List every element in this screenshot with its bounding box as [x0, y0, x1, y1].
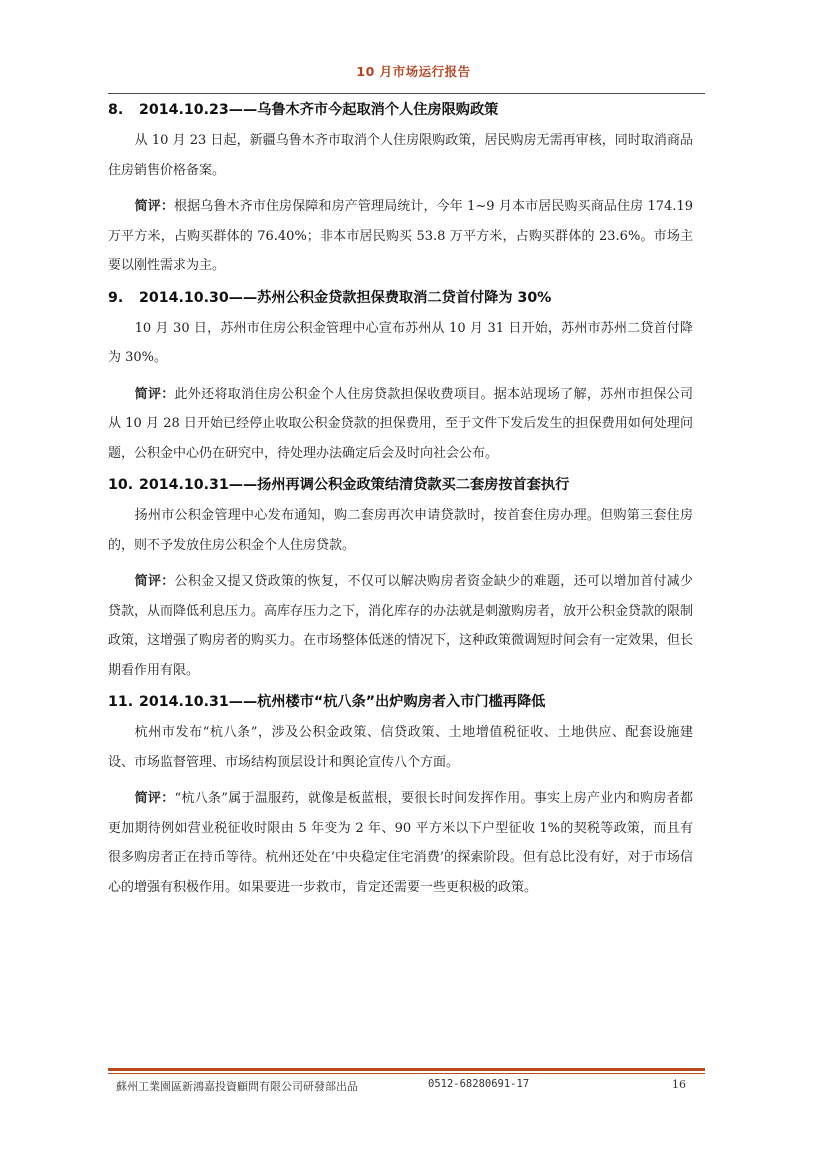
comment-label: 简评：	[134, 574, 175, 589]
footer-company: 蘇州工業園區新鴻嘉投資顧問有限公司研發部出品	[116, 1080, 358, 1093]
news-item-comment	[108, 567, 693, 685]
report-content	[108, 98, 693, 909]
news-item-number: 11.	[108, 694, 134, 710]
comment-label: 简评：	[134, 199, 175, 214]
news-item-number: 9.	[108, 289, 124, 306]
news-item-heading: 2014.10.30——苏州公积金贷款担保费取消二贷首付降为 30%	[139, 289, 552, 306]
header-divider	[108, 93, 705, 94]
news-item-comment	[108, 192, 693, 281]
news-item-body: 从 10 月 23 日起，新疆乌鲁木齐市取消个人住房限购政策，居民购房无需再审核，同时取消商品住房销售价格备案。	[108, 133, 693, 178]
news-item-title	[108, 692, 693, 712]
comment-label: 简评：	[134, 386, 175, 402]
news-item-body: 扬州市公积金管理中心发布通知，购二套房再次申请贷款时，按首套住房办理。但购第三套住房的，则不予发放住房公积金个人住房贷款。	[108, 508, 693, 553]
page-number: 16	[672, 1078, 686, 1091]
news-item-title	[108, 100, 693, 120]
news-item-heading: 2014.10.31——杭州楼市“杭八条”出炉购房者入市门槛再降低	[139, 694, 546, 710]
comment-label: 简评：	[134, 791, 175, 806]
news-item-comment	[108, 380, 693, 469]
page-header-title: 10 月市场运行报告	[356, 64, 471, 79]
news-item-body: 杭州市发布“杭八条”，涉及公积金政策、信贷政策、土地增值税征收、土地供应、配套设施建设、市场监督管理、市场结构顶层设计和舆论宣传八个方面。	[108, 725, 693, 770]
news-item-11	[108, 692, 693, 902]
comment-text: 公积金又提又贷政策的恢复，不仅可以解决购房者资金缺少的难题，还可以增加首付减少贷款，从而降低利息压力。高库存压力之下，消化库存的办法就是刺激购房者，放开公积金贷款的限制政策，这增强了购房者的购买力。在市场整体低迷的情况下，这种政策微调短时间会有一定效果，但长期看作用有限。	[108, 574, 694, 678]
comment-text: 此外还将取消住房公积金个人住房贷款担保收费项目。据本站现场了解，苏州市担保公司从 10 月 28 日开始已经停止收取公积金贷款的担保费用，至于文件下发后发生的担保费用如何处理问题，公积金中心仍在研究中，待处理办法确定后会及时向社会公布。	[108, 386, 693, 461]
news-item-number: 8.	[108, 102, 124, 118]
news-item-9	[108, 288, 693, 469]
news-item-title	[108, 288, 693, 308]
news-item-comment	[108, 784, 693, 902]
news-item-heading: 2014.10.31——扬州再调公积金政策结清贷款买二套房按首套执行	[139, 477, 570, 493]
comment-text: “杭八条”属于温服药，就像是板蓝根，要很长时间发挥作用。事实上房产业内和购房者都更加期待例如营业税征收时限由 5 年变为 2 年、90 平方米以下户型征收 1%的契税等政策，而且有很多购房者正在持币等待。杭州还处在‘中央稳定住宅消费’的探索阶段。但有总比没有好，对于市场信心的增强有积极作用。如果要进一步救市，肯定还需要一些更积极的政策。	[108, 791, 693, 895]
footer-divider-thin	[108, 1073, 705, 1074]
footer-phone: 0512-68280691-17	[428, 1078, 530, 1090]
news-item-number: 10.	[108, 477, 134, 493]
comment-text: 根据乌鲁木齐市住房保障和房产管理局统计，今年 1~9 月本市居民购买商品住房 174.19 万平方米，占购买群体的 76.40%；非本市居民购买 53.8 万平方米，占购买群体的 23.6%。市场主要以刚性需求为主。	[108, 199, 693, 273]
news-item-10	[108, 475, 693, 685]
news-item-heading: 2014.10.23——乌鲁木齐市今起取消个人住房限购政策	[139, 102, 499, 118]
news-item-title	[108, 475, 693, 495]
news-item-8	[108, 100, 693, 281]
footer-divider-thick	[108, 1068, 705, 1071]
news-item-body: 10 月 30 日，苏州市住房公积金管理中心宣布苏州从 10 月 31 日开始，苏州市苏州二贷首付降为 30%。	[108, 320, 693, 365]
